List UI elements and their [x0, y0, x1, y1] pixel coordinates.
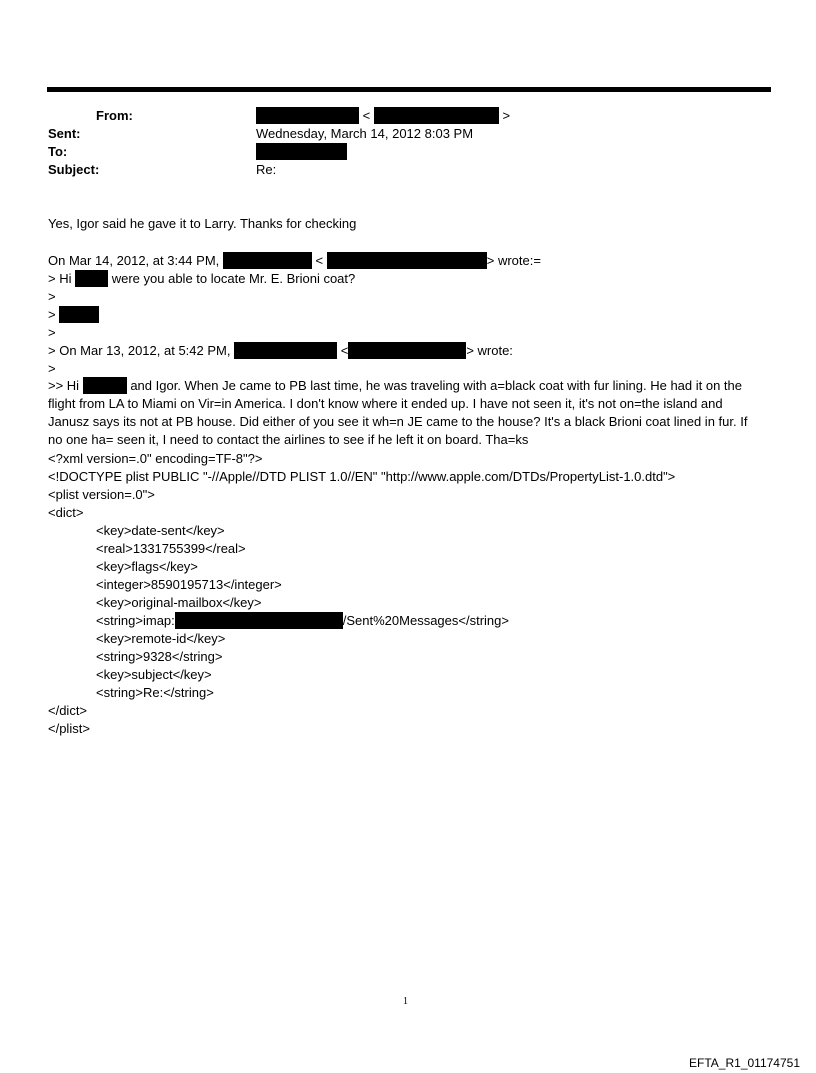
xml-declaration: <?xml version=.0" encoding=TF-8"?> — [48, 451, 263, 466]
quote-marker-char: > — [48, 307, 56, 322]
mailbox-suffix: /Sent%20Messages</string> — [342, 613, 509, 628]
quoted-hi: >> Hi — [48, 378, 80, 393]
quote-header-1 — [48, 252, 541, 270]
document-id: EFTA_R1_01174751 — [689, 1056, 800, 1070]
quote-header-2-prefix: > On Mar 13, 2012, at 5:42 PM, — [48, 343, 231, 358]
plist-open: <plist version=.0"> — [48, 487, 155, 502]
plist-line: <string>Re:</string> — [96, 685, 214, 700]
page-number: 1 — [403, 996, 408, 1007]
redaction-bar — [75, 270, 108, 287]
subject-value: Re: — [256, 162, 277, 177]
redaction-bar — [256, 107, 359, 124]
quote-marker — [48, 306, 99, 324]
quote-ask: were you able to locate Mr. E. Brioni coat? — [111, 271, 356, 286]
plist-close: </plist> — [48, 721, 90, 736]
to-value — [256, 143, 347, 161]
redaction-bar — [83, 377, 127, 394]
quote-hi: > Hi — [48, 271, 72, 286]
header-rule — [47, 87, 771, 92]
quote-header-1-prefix: On Mar 14, 2012, at 3:44 PM, — [48, 253, 220, 268]
redaction-bar — [175, 612, 343, 629]
sent-value: Wednesday, March 14, 2012 8:03 PM — [256, 126, 474, 141]
redaction-bar — [256, 143, 347, 160]
dict-close: </dict> — [48, 703, 88, 718]
quote-marker: > — [48, 325, 56, 340]
from-close-bracket: > — [502, 108, 511, 123]
redaction-bar — [327, 252, 487, 269]
quote-header-2-suffix: > wrote: — [466, 343, 513, 358]
plist-line: <integer>8590195713</integer> — [96, 577, 282, 592]
plist-line: <key>flags</key> — [96, 559, 198, 574]
quote-header-1-suffix: > wrote:= — [486, 253, 541, 268]
redaction-bar — [348, 342, 466, 359]
redaction-bar — [374, 107, 499, 124]
quote-header-1-lt: < — [315, 253, 324, 268]
dict-open: <dict> — [48, 505, 84, 520]
quote-header-2-lt: < — [340, 343, 349, 358]
plist-line-mailbox — [96, 612, 509, 630]
quote-marker: > — [48, 361, 56, 376]
mailbox-prefix: <string>imap: — [96, 613, 175, 628]
redaction-bar — [234, 342, 337, 359]
to-label: To: — [48, 144, 68, 159]
quote-marker: > — [48, 289, 56, 304]
plist-line: <real>1331755399</real> — [96, 541, 246, 556]
from-open-bracket: < — [362, 108, 371, 123]
plist-line: <key>date-sent</key> — [96, 523, 225, 538]
quote-header-2 — [48, 342, 513, 360]
quote-line-hi — [48, 270, 355, 288]
plist-line: <key>remote-id</key> — [96, 631, 226, 646]
redaction-bar — [59, 306, 99, 323]
quoted-text: and Igor. When Je came to PB last time, he was traveling with a=black coat with fur lining. He had it on the flight from LA to Miami on Vir=in America. I don't know where it ended up. I have not seen it, it's not on=the island and Janusz says its not at PB house. Did either of you see it wh=n JE came to the house? It's a black Brioni coat lined in fur. If no one ha= seen it, I need to contact the airlines to see if he left it on board. Tha=ks — [48, 378, 748, 447]
from-value — [256, 107, 510, 125]
plist-line: <key>original-mailbox</key> — [96, 595, 262, 610]
from-label: From: — [96, 108, 133, 123]
redaction-bar — [223, 252, 312, 269]
plist-line: <string>9328</string> — [96, 649, 223, 664]
reply-text: Yes, Igor said he gave it to Larry. Thanks for checking — [48, 216, 357, 231]
plist-line: <key>subject</key> — [96, 667, 212, 682]
quoted-message — [48, 377, 764, 449]
subject-label: Subject: — [48, 162, 100, 177]
doctype-line: <!DOCTYPE plist PUBLIC "-//Apple//DTD PLIST 1.0//EN" "http://www.apple.com/DTDs/PropertyList-1.0.dtd"> — [48, 469, 676, 484]
sent-label: Sent: — [48, 126, 81, 141]
